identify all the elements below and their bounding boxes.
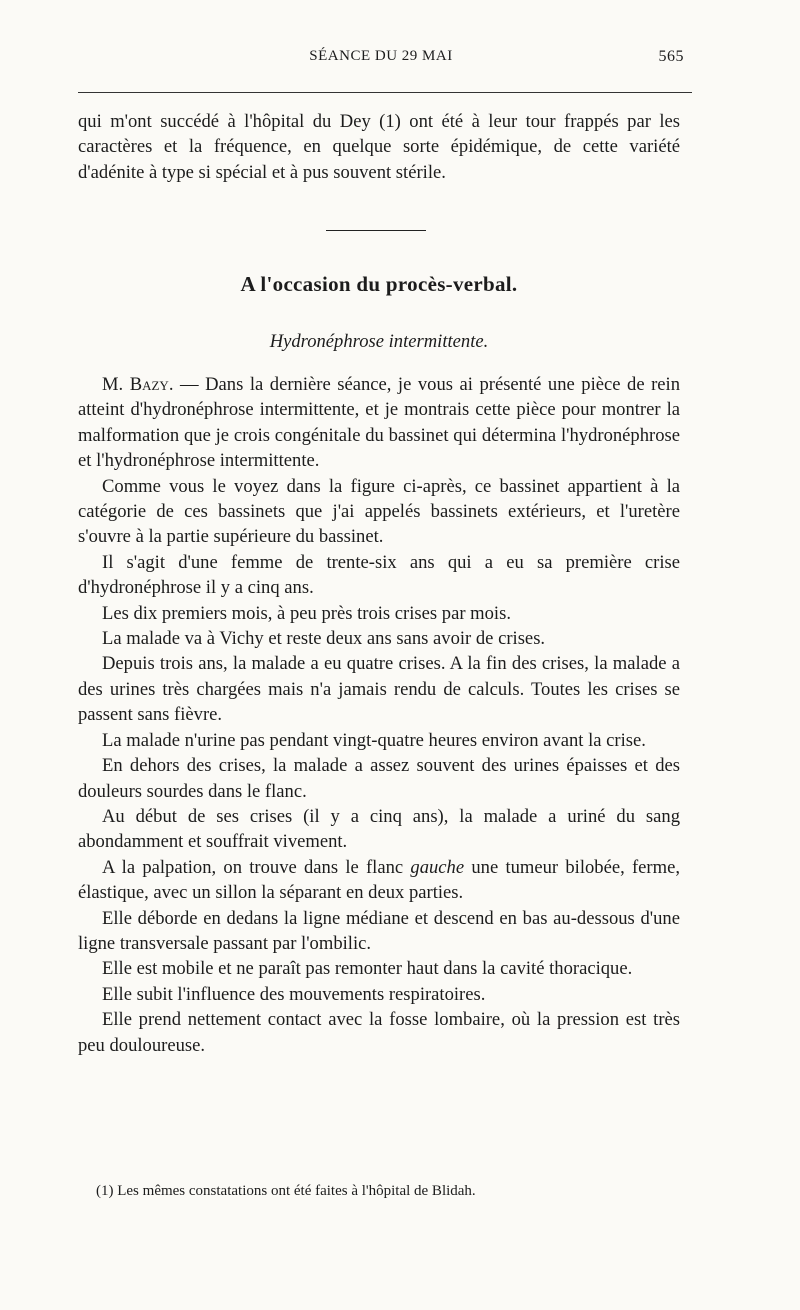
footnote: (1) Les mêmes constatations ont été faites à l'hôpital de Blidah.	[96, 1183, 476, 1199]
paragraph: En dehors des crises, la malade a assez souvent des urines épaisses et des douleurs sourdes dans le flanc.	[78, 755, 680, 802]
page-number: 565	[658, 48, 684, 65]
paragraph: Elle déborde en dedans la ligne médiane et descend en bas au-dessous d'une ligne transversale passant par l'ombilic.	[78, 907, 680, 954]
continuation-paragraph: qui m'ont succédé à l'hôpital du Dey (1) ont été à leur tour frappés par les caractères et la fréquence, en quelque sorte épidémique, de cette variété d'adénite à type si spécial et à pus souvent stérile.	[78, 111, 680, 183]
paragraph: La malade va à Vichy et reste deux ans sans avoir de crises.	[102, 628, 546, 650]
palpation-emphasis: gauche	[410, 856, 465, 878]
main-text	[78, 372, 680, 1058]
palpation-before: A la palpation, on trouve dans le flanc	[102, 856, 411, 878]
paragraph: Depuis trois ans, la malade a eu quatre crises. A la fin des crises, la malade a des urines très chargées mais n'a jamais rendu de calculs. Toutes les crises se passent sans fièvre.	[78, 653, 680, 726]
paragraph: Les dix premiers mois, à peu près trois crises par mois.	[102, 602, 511, 624]
speech-paragraph	[78, 372, 680, 474]
section-subtitle: Hydronéphrose intermittente.	[269, 331, 489, 352]
paragraph: Il s'agit d'une femme de trente-six ans qui a eu sa première crise d'hydronéphrose il y a cinq ans.	[78, 551, 680, 599]
speech-text: Dans la dernière séance, je vous ai présenté une pièce de rein atteint d'hydronéphrose intermittente, et je montrais cette pièce pour montrer la malformation que je crois congénitale du bassinet qui détermina l'hydronéphrose et l'hydronéphrose intermittente.	[78, 374, 681, 472]
section-separator	[326, 230, 426, 231]
speaker-dash: —	[173, 374, 206, 395]
paragraph: Elle subit l'influence des mouvements respiratoires.	[102, 983, 486, 1005]
running-title: SÉANCE DU 29 MAI	[309, 48, 453, 64]
palpation-paragraph	[78, 855, 680, 906]
continuation-block	[78, 109, 680, 185]
paragraph: Comme vous le voyez dans la figure ci-après, ce bassinet appartient à la catégorie de ces bassinets que j'ai appelés bassinets extérieurs, et l'uretère s'ouvre à la partie supérieure du bassinet.	[78, 475, 680, 548]
speaker-name: M. Bazy.	[102, 374, 174, 395]
paragraph: Au début de ses crises (il y a cinq ans), la malade a uriné du sang abondamment et souffrait vivement.	[78, 805, 680, 853]
palpation-after: une tumeur bilobée, ferme, élastique, avec un sillon la séparant en deux parties.	[78, 856, 680, 904]
paragraph: La malade n'urine pas pendant vingt-quatre heures environ avant la crise.	[102, 729, 646, 751]
paragraph: Elle prend nettement contact avec la fosse lombaire, où la pression est très peu douloureuse.	[78, 1009, 680, 1056]
header-rule	[78, 92, 692, 93]
section-title: A l'occasion du procès-verbal.	[240, 272, 518, 296]
paragraph: Elle est mobile et ne paraît pas remonter haut dans la cavité thoracique.	[102, 958, 633, 980]
running-head	[78, 46, 684, 70]
